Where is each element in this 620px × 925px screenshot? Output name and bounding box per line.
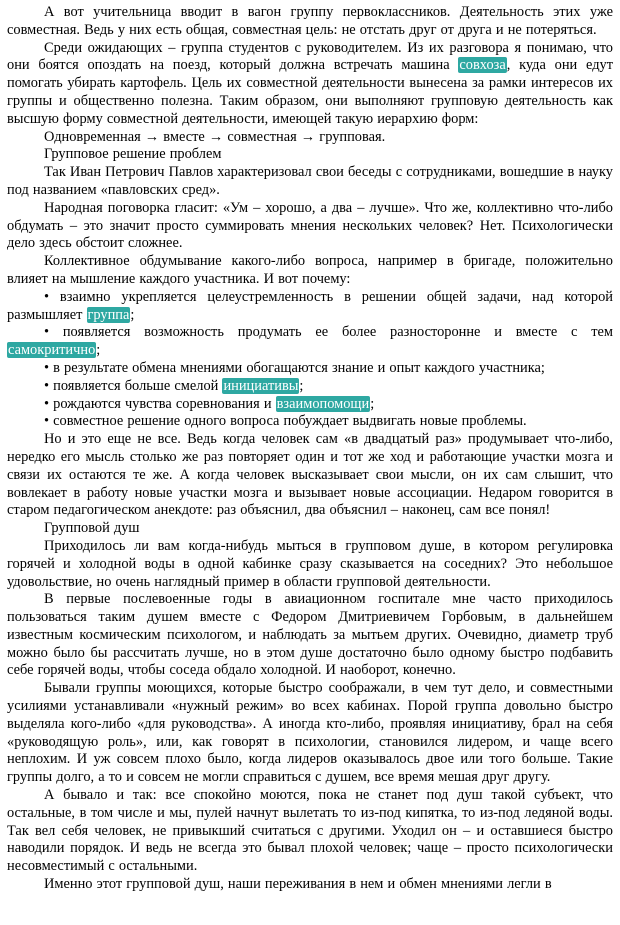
section-heading — [7, 146, 613, 164]
text-run: А бывало и так: все спокойно моются, пока не станет под душ такой субъект, что остальные, в том числе и мы, пулей начнут вылетать то из-под кипятка, то из-под ледяной воды. Так вел себя человек, не привыкший считаться с другими. Уходил он – и оставшиеся быстро наводили порядок. И ведь не всегда это бывал плохой человек; чаще – просто психологически несовместимый с остальными. — [7, 787, 613, 875]
paragraph — [7, 40, 613, 129]
bullet-item — [7, 360, 613, 378]
text-run: • рождаются чувства соревнования и — [44, 395, 276, 412]
document-content — [7, 4, 613, 894]
text-run: Среди ожидающих – группа студентов с руководителем. Из их разговора я понимаю, что они боятся опоздать на поезд, который должна встречать машина — [7, 39, 613, 74]
paragraph — [7, 253, 613, 289]
text-run: ; — [130, 306, 135, 323]
text-run: Групповое решение проблем — [44, 146, 222, 163]
paragraph — [7, 200, 613, 253]
bullet-item — [7, 396, 613, 414]
text-run: ; — [370, 395, 375, 412]
text-run: Так Иван Петрович Павлов характеризовал свои беседы с сотрудниками, вошедшие в науку под названием «павловских сред». — [7, 164, 613, 198]
highlighted-word: группа — [87, 306, 130, 323]
text-run: • появляется возможность продумать ее более разносторонне и вместе с тем — [44, 324, 613, 341]
text-run: Именно этот групповой душ, наши переживания в нем и обмен мнениями легли в — [44, 876, 552, 893]
highlighted-word: взаимопомощи — [276, 395, 370, 412]
section-heading — [7, 520, 613, 538]
paragraph — [7, 164, 613, 200]
text-run: • взаимно укрепляется целеустремленность в решении общей задачи, над которой размышляет — [7, 288, 613, 323]
highlighted-word: инициативы — [223, 377, 299, 394]
text-run: Бывали группы моющихся, которые быстро соображали, в чем тут дело, и совместными усилиями устанавливали «нужный режим» во всех кабинах. Порой группа довольно быстро выделяла кого-либо «для руководства». А иногда кто-либо, проявляя инициативу, брал на себя «руководящую роль», или, как говорят в психологии, становился лидером, и чаще всего неплохим. И уж совсем плохо было, когда лидеров оказывалось двое или того больше. Такие группы долго, а то и совсем не могли справиться с душем, все время мешая друг другу. — [7, 680, 613, 786]
paragraph — [7, 431, 613, 520]
text-run: ; — [299, 377, 304, 394]
bullet-item — [7, 378, 613, 396]
highlighted-word: совхоза — [459, 57, 506, 74]
text-run: А вот учительница вводит в вагон группу первоклассников. Деятельность этих уже совместная. Ведь у них есть общая, совместная цель: не отстать друг от друга и не потеряться. — [7, 4, 613, 38]
paragraph — [7, 129, 613, 147]
paragraph — [7, 591, 613, 680]
text-run: Групповой душ — [44, 520, 140, 537]
text-run: Одновременная → вместе → совместная → групповая. — [44, 128, 386, 145]
text-run: • в результате обмена мнениями обогащаются знание и опыт каждого участника; — [44, 359, 545, 376]
paragraph — [7, 787, 613, 876]
text-run: Коллективное обдумывание какого-либо вопроса, например в бригаде, положительно влияет на мышление каждого участника. И вот почему: — [7, 253, 613, 287]
paragraph — [7, 876, 613, 894]
bullet-item — [7, 324, 613, 360]
bullet-item — [7, 413, 613, 431]
text-run: • появляется больше смелой — [44, 377, 223, 394]
text-run: В первые послевоенные годы в авиационном госпитале мне часто приходилось пользоваться таким душем вместе с Федором Дмитриевичем Горбовым, в дальнейшем известным космическим психологом, и наблюдать за мытьем других. Очевидно, диаметр труб можно было бы рассчитать лучше, но в этом душе достаточно было одному быстро подбавить себе горячей воды, чтобы соседа обдало холодной. И наоборот, конечно. — [7, 591, 613, 679]
paragraph — [7, 538, 613, 591]
text-run: Но и это еще не все. Ведь когда человек сам «в двадцатый раз» продумывает что-либо, нередко его мысль столько же раз повторяет один и тот же ход и работающие участки мозга и связи их остаются те же. А когда человек высказывает свои мысли, он их сам слышит, что вовлекает в работу новые участки мозга и вызывает новые ассоциации. Недаром говорится в старом педагогическом анекдоте: раз объяснил, два объяснил – наконец, сам все понял! — [7, 431, 613, 519]
paragraph — [7, 680, 613, 787]
text-run: Народная поговорка гласит: «Ум – хорошо, а два – лучше». Что же, коллективно что-либо обдумать – это значит просто суммировать мнения нескольких человек? Нет. Психологически дело здесь обстоит сложнее. — [7, 199, 613, 252]
text-run: • совместное решение одного вопроса побуждает выдвигать новые проблемы. — [44, 413, 527, 430]
highlighted-word: самокритично — [8, 342, 96, 359]
paragraph — [7, 4, 613, 40]
text-run: , куда они едут помогать убирать картофель. Цель их совместной деятельности вынесена за рамки интересов их группы и общественно полезна. Таким образом, они выполняют групповую деятельность как высшую форму совместной деятельности, имеющей такую иерархию форм: — [7, 57, 613, 127]
bullet-item — [7, 289, 613, 325]
text-run: ; — [96, 342, 101, 359]
text-run: Приходилось ли вам когда-нибудь мыться в групповом душе, в котором регулировка горячей и холодной воды в одной кабинке сразу сказывается на соседних? Это небольшое удовольствие, но очень наглядный пример в области групповой деятельности. — [7, 537, 613, 590]
